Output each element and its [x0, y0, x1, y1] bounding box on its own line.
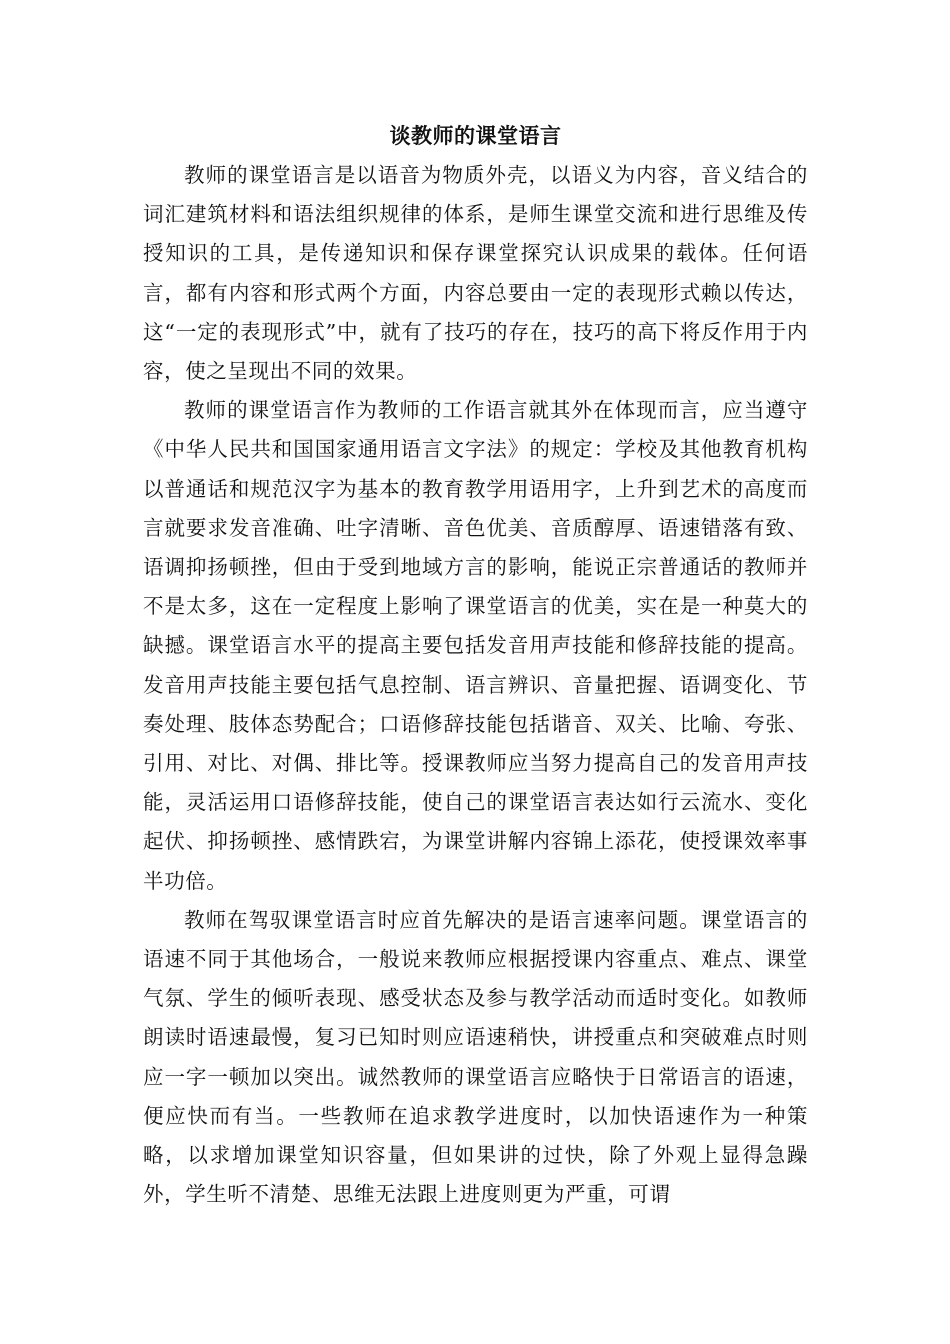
paragraph-1: 教师的课堂语言是以语音为物质外壳，以语义为内容，音义结合的词汇建筑材料和语法组织规律的体系，是师生课堂交流和进行思维及传授知识的工具，是传递知识和保存课堂探究认识成果的载体。任何语言，都有内容和形式两个方面，内容总要由一定的表现形式赖以传达，这“一定的表现形式”中，就有了技巧的存在，技巧的高下将反作用于内容，使之呈现出不同的效果。 [143, 163, 808, 384]
document-page [143, 118, 808, 1214]
paragraph-3: 教师在驾驭课堂语言时应首先解决的是语言速率问题。课堂语言的语速不同于其他场合，一般说来教师应根据授课内容重点、难点、课堂气氛、学生的倾听表现、感受状态及参与教学活动而适时变化。如教师朗读时语速最慢，复习已知时则应语速稍快，讲授重点和突破难点时则应一字一顿加以突出。诚然教师的课堂语言应略快于日常语言的语速，便应快而有当。一些教师在追求教学进度时，以加快语速作为一种策略，以求增加课堂知识容量，但如果讲的过快，除了外观上显得急躁外，学生听不清楚、思维无法跟上进度则更为严重，可谓 [143, 907, 808, 1207]
document-title: 谈教师的课堂语言 [389, 123, 562, 148]
paragraph-2: 教师的课堂语言作为教师的工作语言就其外在体现而言，应当遵守《中华人民共和国国家通用语言文字法》的规定：学校及其他教育机构以普通话和规范汉字为基本的教育教学用语用字，上升到艺术的高度而言就要求发音准确、吐字清晰、音色优美、音质醇厚、语速错落有致、语调抑扬顿挫，但由于受到地域方言的影响，能说正宗普通话的教师并不是太多，这在一定程度上影响了课堂语言的优美，实在是一种莫大的缺撼。课堂语言水平的提高主要包括发音用声技能和修辞技能的提高。发音用声技能主要包括气息控制、语言辨识、音量把握、语调变化、节奏处理、肢体态势配合；口语修辞技能包括谐音、双关、比喻、夸张、引用、对比、对偶、排比等。授课教师应当努力提高自己的发音用声技能，灵活运用口语修辞技能，使自己的课堂语言表达如行云流水、变化起伏、抑扬顿挫、感情跌宕，为课堂讲解内容锦上添花，使授课效率事半功倍。 [143, 398, 808, 893]
